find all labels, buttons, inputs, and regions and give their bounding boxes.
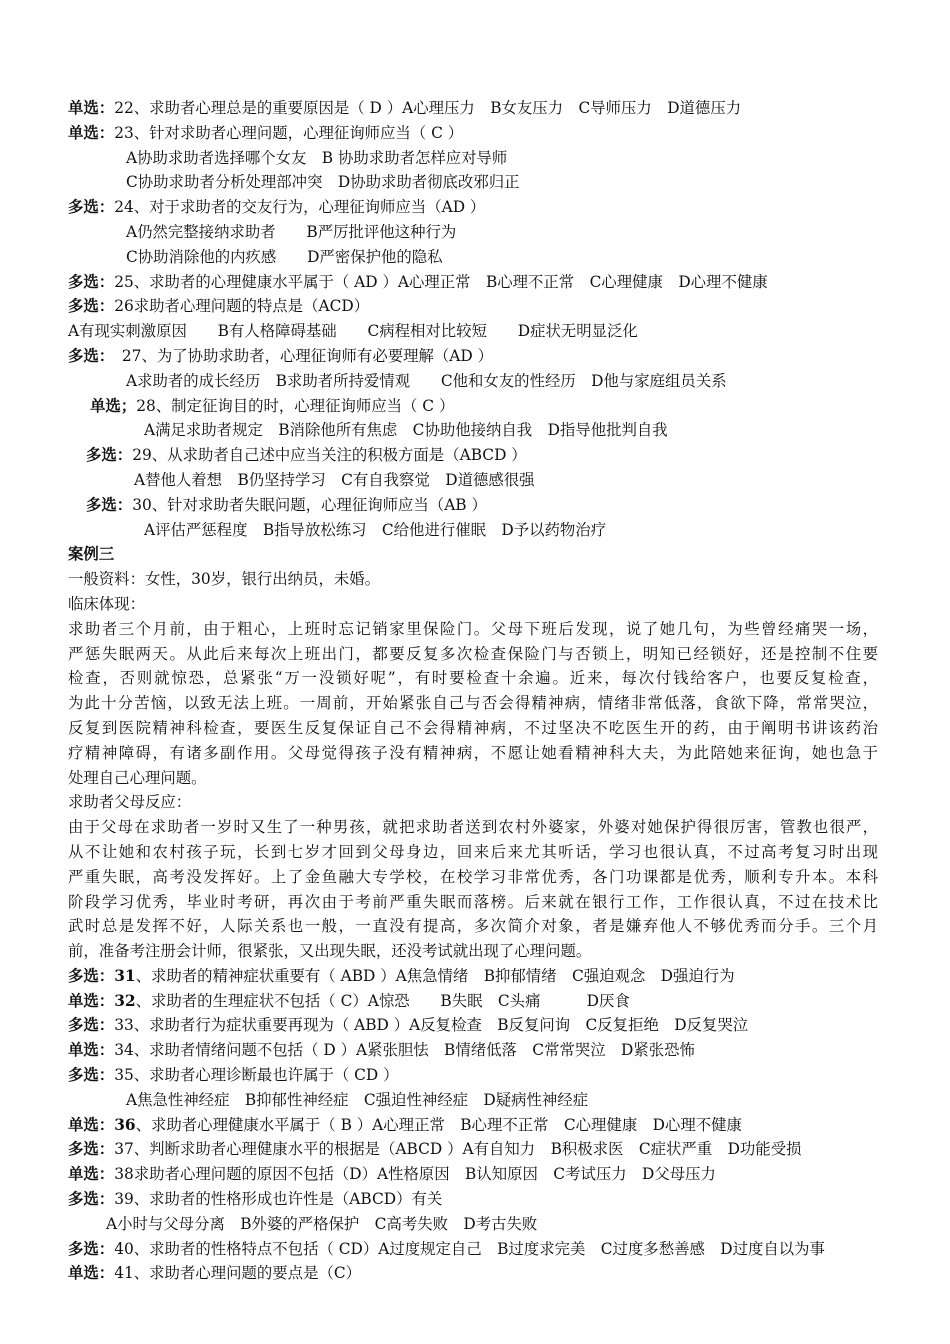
question-type-tag: 多选： (68, 966, 115, 985)
paragraph-line: 阶段学习优秀，毕业时考研，再次由于考前严重失眠而落榜。后来就在银行工作，工作很认真，不过在技术比 (68, 892, 878, 911)
question-line (0, 96, 950, 121)
paragraph-line: 严重失眠，高考没发挥好。上了金鱼融大专学校，在校学习非常优秀，各门功课都是优秀，顺利专升本。本科 (68, 867, 878, 886)
clinical-label: 临床体现： (68, 594, 145, 613)
paragraph-line: 严惩失眠两天。从此后来每次上班出门，都要反复多次检查保险门与否锁上，明知已经锁好，还是控制不住要 (68, 644, 878, 663)
question-text: 23、针对求助者心理问题，心理征询师应当（ C ） (114, 123, 464, 142)
question-type-tag: 多选： (68, 1190, 115, 1209)
question-number: 32 (114, 991, 136, 1010)
paragraph-line: 处理自己心理问题。 (68, 768, 207, 787)
document-page (0, 96, 950, 1286)
question-line (0, 344, 950, 369)
question-line (0, 418, 950, 443)
general-info: 一般资料：女性，30岁，银行出纳员，未婚。 (68, 570, 381, 589)
question-line (0, 170, 950, 195)
question-text: 40、求助者的性格特点不包括（ CD）A过度规定自己 B过度求完美 C过度多愁善感 D过度自以为事 (114, 1239, 825, 1258)
clinical-paragraph (0, 617, 878, 791)
question-text: 24、对于求助者的交友行为，心理征询师应当（AD ） (114, 198, 486, 217)
question-line (0, 493, 950, 518)
question-line (0, 1237, 950, 1262)
question-text: 27、为了协助求助者，心理征询师有必要理解（AD ） (106, 346, 494, 365)
question-line (0, 443, 950, 468)
question-text: 38求助者心理问题的原因不包括（D）A性格原因 B认知原因 C考试压力 D父母压力 (114, 1165, 716, 1184)
question-text: 34、求助者情绪问题不包括（ D ）A紧张胆怯 B情绪低落 C常常哭泣 D紧张恐怖 (114, 1041, 695, 1060)
paragraph-line: 求助者三个月前，由于粗心，上班时忘记销家里保险门。父母下班后发现，说了她几句，为些曾经痛哭一场， (68, 619, 878, 638)
question-text: A仍然完整接纳求助者 B严厉批评他这种行为 (126, 222, 457, 241)
question-type-tag: 单选： (68, 123, 115, 142)
question-number: 36 (114, 1115, 136, 1134)
question-text: A替他人着想 B仍坚持学习 C有自我察觉 D道德感很强 (134, 470, 535, 489)
question-text: 26求助者心理问题的特点是（ACD） (114, 297, 370, 316)
question-line (0, 468, 950, 493)
question-text: 、求助者的生理症状不包括（ C）A惊恐 B失眠 C头痛 D厌食 (135, 991, 630, 1010)
question-line (0, 245, 950, 270)
question-line (0, 220, 950, 245)
question-text: A焦急性神经症 B抑郁性神经症 C强迫性神经症 D疑病性神经症 (126, 1090, 589, 1109)
question-line (0, 1113, 950, 1138)
question-type-tag: 多选： (68, 1239, 115, 1258)
question-line (0, 1063, 950, 1088)
question-text: 35、求助者心理诊断最也许属于（ CD ） (114, 1066, 399, 1085)
question-line (0, 989, 950, 1014)
question-text: 29、从求助者自己述中应当关注的积极方面是（ABCD ） (132, 446, 527, 465)
question-text: 28、制定征询目的时，心理征询师应当（ C ） (136, 396, 455, 415)
question-line (0, 964, 950, 989)
question-text: A求助者的成长经历 B求助者所持爱情观 C他和女友的性经历 D他与家庭组员关系 (126, 371, 727, 390)
question-line (0, 1038, 950, 1063)
question-line (0, 294, 950, 319)
question-block-31-41 (0, 964, 950, 1286)
paragraph-line: 疗精神障碍，有诸多副作用。父母觉得孩子没有精神病，不愿让她看精神科大夫，为此陪她来征询，她也急于 (68, 743, 878, 762)
question-line (0, 1162, 950, 1187)
question-type-tag: 单选： (68, 1165, 115, 1184)
question-type-tag: 多选： (68, 198, 115, 217)
question-type-tag: 多选： (68, 1016, 115, 1035)
question-text: 30、针对求助者失眠问题，心理征询师应当（AB ） (132, 495, 487, 514)
question-line (0, 518, 950, 543)
question-line (0, 1261, 950, 1286)
question-line (0, 1137, 950, 1162)
question-text: 33、求助者行为症状重要再现为（ ABD ）A反复检查 B反复问询 C反复拒绝 D反复哭泣 (114, 1016, 749, 1035)
question-text: 37、判断求助者心理健康水平的根据是（ABCD ）A有自知力 B积极求医 C症状严重 D功能受损 (114, 1140, 802, 1159)
question-line (0, 1187, 950, 1212)
question-line (0, 369, 950, 394)
question-line (0, 270, 950, 295)
paragraph-line: 检查，否则就惊恐，总紧张“万一没锁好呢”，有时要检查十余遍。近来，每次付钱给客户，也要反复检查， (68, 669, 878, 688)
question-line (0, 319, 950, 344)
question-type-tag: 多选： (86, 495, 133, 514)
paragraph-line: 武时总是发挥不好，人际关系也一般，一直没有提高，多次简介对象，者是嫌弃他人不够优秀而分手。三个月 (68, 917, 878, 936)
case-title: 案例三 (68, 545, 115, 564)
question-text: A有现实刺激原因 B有人格障碍基础 C病程相对比较短 D症状无明显泛化 (68, 322, 638, 341)
question-type-tag: 单选： (68, 1041, 115, 1060)
question-block-22-30 (0, 96, 950, 542)
question-text: C协助求助者分析处理部冲突 D协助求助者彻底改邪归正 (126, 173, 520, 192)
question-type-tag: 多选： (68, 297, 115, 316)
paragraph-line: 为此十分苦恼，以致无法上班。一周前，开始紧张自己与否会得精神病，情绪非常低落，食欲下降，常常哭泣， (68, 694, 878, 713)
question-type-tag: 多选： (68, 346, 107, 365)
question-text: 、求助者心理健康水平属于（ B ）A心理正常 B心理不正常 C心理健康 D心理不健康 (135, 1115, 742, 1134)
question-type-tag: 多选： (86, 446, 133, 465)
question-line (0, 1088, 950, 1113)
question-text: 25、求助者的心理健康水平属于（ AD ）A心理正常 B心理不正常 C心理健康 D心理不健康 (114, 272, 768, 291)
question-type-tag: 单选： (68, 1264, 115, 1283)
question-type-tag: 单选； (90, 396, 137, 415)
question-text: 41、求助者心理问题的要点是（C） (114, 1264, 362, 1283)
question-text: A评估严惩程度 B指导放松练习 C给他进行催眠 D予以药物治疗 (144, 520, 607, 539)
question-number: 31 (114, 966, 136, 985)
question-text: 、求助者的精神症状重要有（ ABD ）A焦急情绪 B抑郁情绪 C强迫观念 D强迫行为 (135, 966, 735, 985)
question-text: A协助求助者选择哪个女友 B 协助求助者怎样应对导师 (126, 148, 508, 167)
paragraph-line: 反复到医院精神科检查，要医生反复保证自己不会得精神病，不过坚决不吃医生开的药，由于阐明书讲该药治 (68, 718, 878, 737)
question-line (0, 1013, 950, 1038)
parents-label: 求助者父母反应： (68, 793, 192, 812)
paragraph-line: 前，准备考注册会计师，很紧张，又出现失眠，还没考试就出现了心理问题。 (68, 942, 592, 961)
question-line (0, 394, 950, 419)
question-text: C协助消除他的内疚感 D严密保护他的隐私 (126, 247, 443, 266)
question-line (0, 121, 950, 146)
question-text: 39、求助者的性格形成也许性是（ABCD）有关 (114, 1190, 443, 1209)
question-text: 22、求助者心理总是的重要原因是（ D ）A心理压力 B女友压力 C导师压力 D道德压力 (114, 99, 742, 117)
question-type-tag: 多选： (68, 1140, 115, 1159)
question-line (0, 195, 950, 220)
paragraph-line: 由于父母在求助者一岁时又生了一种男孩，就把求助者送到农村外婆家，外婆对她保护得很厉害，管教也很严， (68, 818, 878, 837)
question-text: A满足求助者规定 B消除他所有焦虑 C协助他接纳自我 D指导他批判自我 (144, 421, 668, 440)
paragraph-line: 从不让她和农村孩子玩，长到七岁才回到父母身边，回来后来尤其听话，学习也很认真，不过高考复习时出现 (68, 842, 878, 861)
question-text: A小时与父母分离 B外婆的严格保护 C高考失败 D考古失败 (106, 1214, 538, 1233)
question-type-tag: 单选： (68, 99, 115, 117)
question-line (0, 1212, 950, 1237)
question-type-tag: 单选： (68, 1115, 115, 1134)
parents-paragraph (0, 815, 878, 964)
question-type-tag: 单选： (68, 991, 115, 1010)
question-line (0, 146, 950, 171)
question-type-tag: 多选： (68, 1066, 115, 1085)
question-type-tag: 多选： (68, 272, 115, 291)
